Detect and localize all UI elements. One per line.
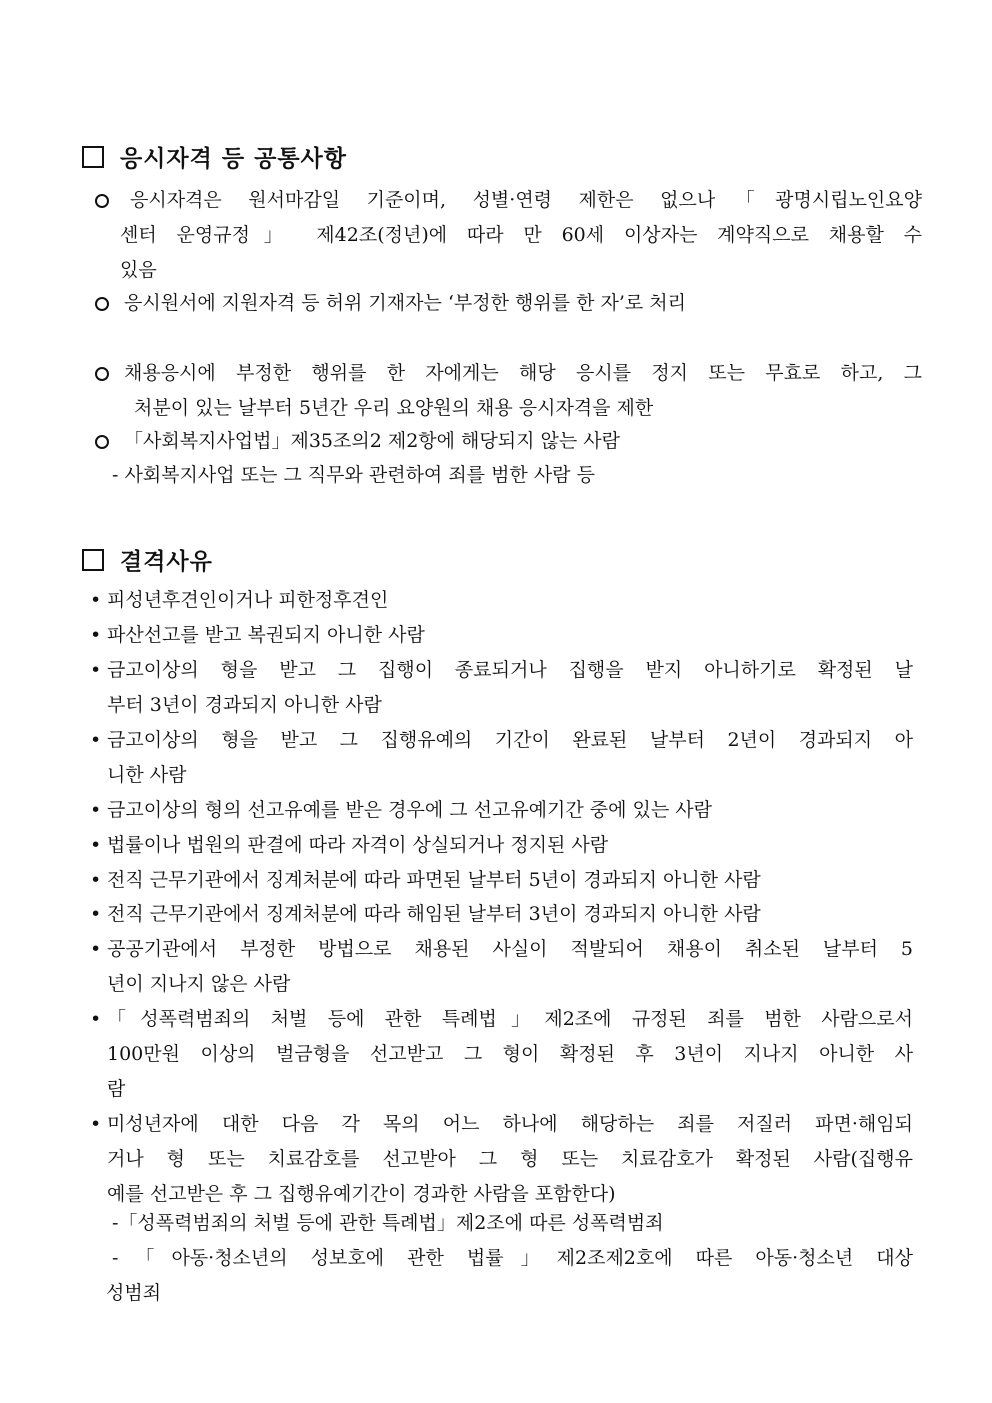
checkbox-square-icon bbox=[82, 549, 104, 571]
sub-list-item bbox=[112, 458, 922, 493]
text-line: 「사회복지사업법」제35조의2 제2항에 해당되지 않는 사람 bbox=[124, 430, 620, 452]
circle-bullet-icon bbox=[95, 367, 109, 381]
list-item bbox=[124, 424, 922, 459]
bullet-dot-icon: • bbox=[90, 729, 102, 751]
bullet-dot-icon: • bbox=[90, 1008, 102, 1030]
text-line: 「성폭력범죄의 처벌 등에 관한 특례법」제2조에 규정된 죄를 범한 사람으로서 bbox=[107, 1008, 913, 1030]
bullet-dot-icon: • bbox=[90, 589, 102, 611]
bullet-dot-icon: • bbox=[90, 799, 102, 821]
list-item bbox=[120, 183, 922, 288]
list-item bbox=[107, 932, 913, 1002]
section-title: 응시자격 등 공통사항 bbox=[120, 146, 347, 172]
sub-list-item bbox=[106, 1241, 913, 1311]
text-line: 금고이상의 형을 받고 그 집행유예의 기간이 완료된 날부터 2년이 경과되지 아 bbox=[107, 729, 913, 751]
list-item bbox=[107, 1002, 913, 1107]
text-line: 전직 근무기관에서 징계처분에 따라 파면된 날부터 5년이 경과되지 아니한 사람 bbox=[107, 869, 761, 891]
circle-bullet-icon bbox=[95, 435, 109, 449]
list-item bbox=[107, 897, 913, 932]
text-line: 응시원서에 지원자격 등 허위 기재자는 ‘부정한 행위를 한 자’로 처리 bbox=[124, 292, 686, 314]
text-line: 처분이 있는 날부터 5년간 우리 요양원의 채용 응시자격을 제한 bbox=[134, 397, 654, 419]
text-line: 센터 운영규정」 제42조(정년)에 따라 만 60세 이상자는 계약직으로 채용할 수 bbox=[120, 224, 922, 246]
text-line: 응시자격은 원서마감일 기준이며, 성별·연령 제한은 없으나「광명시립노인요양 bbox=[130, 189, 922, 211]
sub-list-item bbox=[112, 1206, 913, 1241]
list-item bbox=[107, 583, 913, 618]
checkbox-square-icon bbox=[82, 146, 104, 168]
text-line: 부터 3년이 경과되지 아니한 사람 bbox=[107, 694, 382, 716]
bullet-dot-icon: • bbox=[90, 624, 102, 646]
text-line: 법률이나 법원의 판결에 따라 자격이 상실되거나 정지된 사람 bbox=[107, 834, 609, 856]
bullet-dot-icon: • bbox=[90, 869, 102, 891]
text-line: 100만원 이상의 벌금형을 선고받고 그 형이 확정된 후 3년이 지나지 아니한 사 bbox=[107, 1043, 913, 1065]
text-line: 성범죄 bbox=[106, 1282, 162, 1304]
section-heading-disqualification bbox=[82, 543, 213, 576]
circle-bullet-icon bbox=[95, 194, 109, 208]
text-line: 금고이상의 형을 받고 그 집행이 종료되거나 집행을 받지 아니하기로 확정된 날 bbox=[107, 659, 913, 681]
list-item bbox=[107, 723, 913, 793]
text-line: 미성년자에 대한 다음 각 목의 어느 하나에 해당하는 죄를 저질러 파면·해임되 bbox=[107, 1113, 913, 1135]
text-line: 피성년후견인이거나 피한정후견인 bbox=[107, 589, 389, 611]
circle-bullet-icon bbox=[95, 297, 109, 311]
bullet-dot-icon: • bbox=[90, 834, 102, 856]
text-line: 년이 지나지 않은 사람 bbox=[107, 973, 291, 995]
text-line: 거나 형 또는 치료감호를 선고받아 그 형 또는 치료감호가 확정된 사람(집행유 bbox=[107, 1148, 913, 1170]
text-line: - 사회복지사업 또는 그 직무와 관련하여 죄를 범한 사람 등 bbox=[112, 464, 595, 486]
text-line: 금고이상의 형의 선고유예를 받은 경우에 그 선고유예기간 중에 있는 사람 bbox=[107, 799, 712, 821]
text-line: 공공기관에서 부정한 방법으로 채용된 사실이 적발되어 채용이 취소된 날부터 5 bbox=[107, 938, 913, 960]
bullet-dot-icon: • bbox=[90, 938, 102, 960]
text-line: 파산선고를 받고 복권되지 아니한 사람 bbox=[107, 624, 425, 646]
text-line: 있음 bbox=[120, 259, 157, 281]
section-heading-eligibility bbox=[82, 140, 347, 173]
text-line: 전직 근무기관에서 징계처분에 따라 해임된 날부터 3년이 경과되지 아니한 사람 bbox=[107, 903, 761, 925]
list-item bbox=[107, 1107, 913, 1212]
list-item bbox=[107, 653, 913, 723]
bullet-dot-icon: • bbox=[90, 1113, 102, 1135]
bullet-dot-icon: • bbox=[90, 903, 102, 925]
list-item bbox=[107, 863, 913, 898]
list-item bbox=[124, 356, 922, 426]
text-line: 예를 선고받은 후 그 집행유예기간이 경과한 사람을 포함한다) bbox=[107, 1183, 616, 1205]
bullet-dot-icon: • bbox=[90, 659, 102, 681]
list-item bbox=[124, 286, 922, 321]
list-item bbox=[107, 618, 913, 653]
text-line: 니한 사람 bbox=[107, 764, 187, 786]
text-line: 람 bbox=[107, 1078, 126, 1100]
list-item bbox=[107, 828, 913, 863]
list-item bbox=[107, 793, 913, 828]
section-title: 결격사유 bbox=[120, 549, 213, 575]
text-line: -「성폭력범죄의 처벌 등에 관한 특례법」제2조에 따른 성폭력범죄 bbox=[112, 1212, 664, 1234]
text-line: -「아동·청소년의 성보호에 관한 법률」제2조제2호에 따른 아동·청소년 대상 bbox=[112, 1247, 913, 1269]
text-line: 채용응시에 부정한 행위를 한 자에게는 해당 응시를 정지 또는 무효로 하고, 그 bbox=[124, 362, 922, 384]
